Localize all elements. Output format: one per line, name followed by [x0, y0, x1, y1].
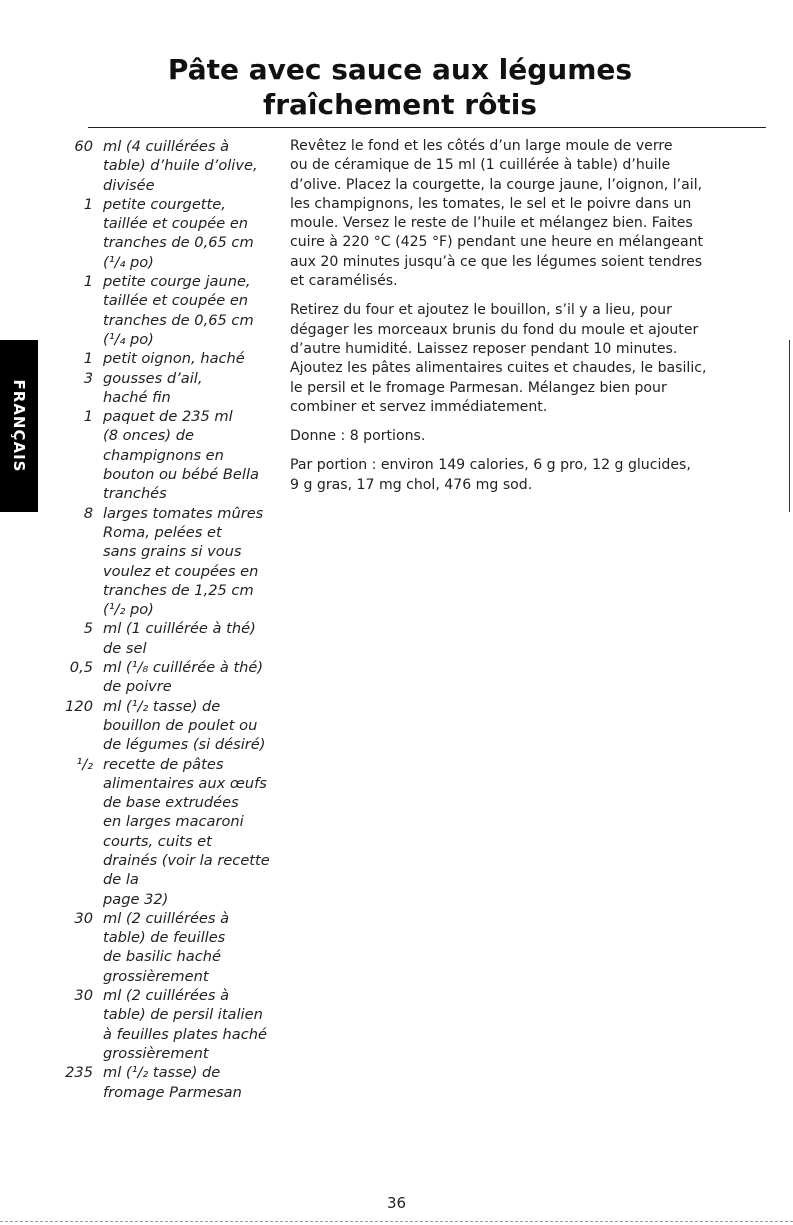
- ingredient-description: ml (2 cuillérées à table) de feuilles de basilic haché grossièrement: [103, 909, 230, 985]
- ingredient-item: [0, 986, 282, 1063]
- recipe-title: [40, 52, 760, 122]
- ingredient-item: [0, 504, 282, 620]
- ingredient-item: [0, 1063, 282, 1102]
- ingredient-item: [0, 697, 282, 755]
- ingredient-quantity: 30: [74, 987, 93, 1005]
- ingredient-quantity: ¹/₂: [76, 755, 93, 773]
- ingredient-description: ml (¹/₂ tasse) de fromage Parmesan: [103, 1064, 242, 1101]
- recipe-title-line2: fraîchement rôtis: [263, 88, 537, 121]
- ingredient-item: [0, 369, 282, 408]
- ingredient-list: [0, 137, 282, 1102]
- ingredient-quantity: 30: [74, 909, 93, 927]
- instruction-paragraph: Retirez du four et ajoutez le bouillon, s’il y a lieu, pour dégager les morceaux brunis du fond du moule et ajouter d’autre humidité. Laissez reposer pendant 10 minutes. Ajoutez les pâtes alimentaires cuites et chaudes, le basilic, le persil et le fromage Parmesan. Mélangez bien pour combiner et servez immédiatement.: [290, 302, 707, 415]
- ingredient-quantity: 235: [65, 1064, 93, 1082]
- ingredient-quantity: 60: [74, 138, 93, 155]
- ingredient-quantity: 1: [83, 273, 93, 291]
- ingredient-description: ml (¹/₈ cuillérée à thé) de poivre: [103, 659, 264, 696]
- language-tab-label: FRANÇAIS: [10, 379, 28, 473]
- page-number: 36: [386, 1194, 407, 1212]
- ingredient-quantity: 120: [65, 697, 93, 715]
- recipe-title-line1: Pâte avec sauce aux légumes: [167, 53, 633, 86]
- title-divider: [88, 127, 766, 128]
- ingredient-description: petite courge jaune, taillée et coupée en tranches de 0,65 cm (¹/₄ po): [103, 273, 254, 348]
- instruction-paragraph: Par portion : environ 149 calories, 6 g pro, 12 g glucides, 9 g gras, 17 mg chol, 476 mg sod.: [290, 457, 691, 493]
- ingredient-quantity: 3: [83, 369, 93, 387]
- ingredient-quantity: 1: [83, 350, 93, 368]
- ingredient-item: [0, 407, 282, 503]
- ingredient-quantity: 1: [83, 195, 93, 213]
- ingredient-description: ml (4 cuillérées à table) d’huile d’olive, divisée: [103, 138, 258, 194]
- ingredient-description: gousses d’ail, haché fin: [103, 369, 203, 406]
- ingredient-item: [0, 272, 282, 349]
- ingredient-quantity: 8: [83, 504, 93, 522]
- instructions: [290, 137, 740, 505]
- ingredient-quantity: 5: [83, 620, 93, 638]
- ingredient-item: [0, 619, 282, 658]
- ingredient-quantity: 1: [83, 408, 93, 426]
- ingredient-description: ml (2 cuillérées à table) de persil italien à feuilles plates haché grossièrement: [103, 987, 267, 1062]
- margin-line: [789, 340, 790, 512]
- ingredient-description: paquet de 235 ml (8 onces) de champignons en bouton ou bébé Bella tranchés: [103, 408, 259, 503]
- instruction-paragraph: Revêtez le fond et les côtés d’un large moule de verre ou de céramique de 15 ml (1 cuillérée à table) d’huile d’olive. Placez la courgette, la courge jaune, l’oignon, l’ail, les champignons, les tomates, le sel et le poivre dans un moule. Versez le reste de l’huile et mélangez bien. Faites cuire à 220 °C (425 °F) pendant une heure en mélangeant aux 20 minutes jusqu’à ce que les légumes soient tendres et caramélisés.: [290, 138, 704, 290]
- ingredient-description: ml (¹/₂ tasse) de bouillon de poulet ou de légumes (si désiré): [103, 697, 266, 754]
- ingredient-item: [0, 195, 282, 272]
- instruction-paragraph: Donne : 8 portions.: [290, 428, 426, 445]
- ingredient-description: petit oignon, haché: [103, 350, 245, 368]
- bottom-divider: [0, 1221, 793, 1222]
- ingredient-description: petite courgette, taillée et coupée en tranches de 0,65 cm (¹/₄ po): [103, 195, 254, 271]
- ingredient-item: [0, 349, 282, 368]
- ingredient-description: larges tomates mûres Roma, pelées et sans grains si vous voulez et coupées en tranches de 1,25 cm (¹/₂ po): [103, 504, 264, 619]
- ingredient-item: [0, 755, 282, 909]
- ingredient-quantity: 0,5: [69, 659, 93, 677]
- ingredient-item: [0, 658, 282, 697]
- ingredient-description: ml (1 cuillérée à thé) de sel: [103, 620, 256, 657]
- ingredient-description: recette de pâtes alimentaires aux œufs de base extrudées en larges macaroni courts, cuits et drainés (voir la recette de la page 32): [103, 755, 270, 908]
- ingredient-item: [0, 137, 282, 195]
- ingredient-item: [0, 909, 282, 986]
